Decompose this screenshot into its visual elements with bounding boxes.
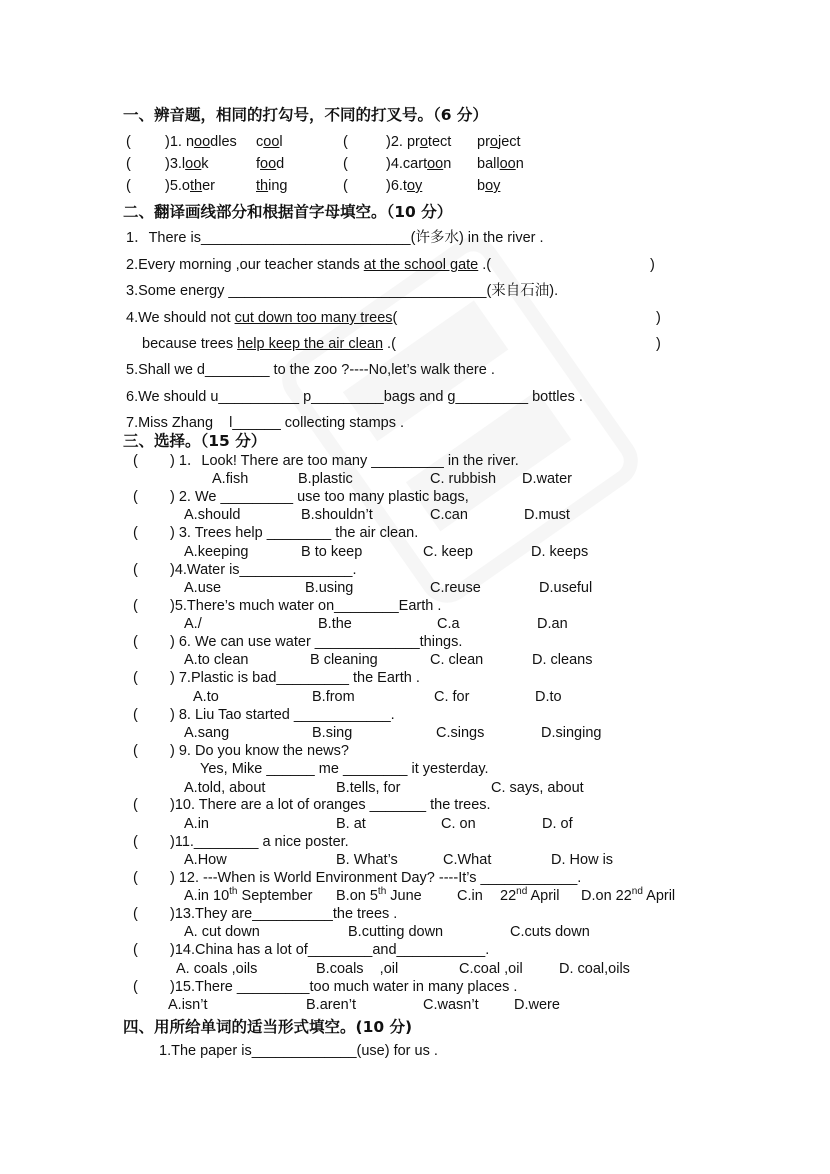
s3-q4-stem: )4.Water is______________. [170,562,357,578]
s3-q8-option: D.singing [541,725,602,741]
s3-q2-option: B.shouldn’t [301,507,373,523]
s3-q15-option: C.wasn’t [423,997,479,1013]
s3-q8-option: A.sang [184,725,230,741]
s3-q1-option: D.water [522,471,572,487]
s1-row-paren-right: ( [343,178,348,194]
s3-q6-stem: ) 6. We can use water _____________things. [170,634,463,650]
s3-q6-option: B cleaning [310,652,378,668]
s2-q7: 7.Miss Zhang l______ collecting stamps . [126,415,405,431]
s1-row-paren-right: ( [343,156,348,172]
s3-q11-option: D. How is [551,852,614,868]
s3-q4-option: A.use [184,580,222,596]
s1-row-word-a: )1. noodles [165,134,237,150]
s3-q5-option: D.an [537,616,568,632]
s1-row-paren-left: ( [126,156,131,172]
s1-row-word-b: food [256,156,285,172]
section3-title: 三、选择。（15 分） [123,432,267,450]
s3-q6-paren: ( [133,634,138,650]
s3-q9-stem: ) 9. Do you know the news? [170,743,349,759]
s3-q13-stem: )13.They are__________the trees . [170,906,398,922]
s3-q12-option: A.in 10th September [184,886,313,904]
s1-row-word-d: balloon [477,156,524,172]
s2-q5: 5.Shall we d________ to the zoo ?----No,let’s walk there . [126,362,495,378]
s3-q14-option: A. coals ,oils [176,961,258,977]
s3-q8-option: C.sings [436,725,485,741]
s3-q2-option: A.should [184,507,241,523]
s3-q3-stem: ) 3. Trees help ________ the air clean. [170,525,419,541]
s3-q1-stem: ) 1．Look! There are too many _________ in the river. [170,453,519,469]
s3-q13-paren: ( [133,906,138,922]
s3-q4-paren: ( [133,562,138,578]
s1-row-word-a: )3.look [165,156,209,172]
s3-q9-paren: ( [133,743,138,759]
s3-q11-option: C.What [443,852,492,868]
s1-row-word-a: )5.other [165,178,215,194]
s3-q5-stem: )5.There’s much water on________Earth . [170,598,442,614]
s3-q8-paren: ( [133,707,138,723]
s3-q1-option: C. rubbish [430,471,497,487]
s3-q12-option: 22nd April [500,886,560,904]
s3-q12-option: B.on 5th June [336,886,422,904]
s1-row-word-c: )2. protect [386,134,452,150]
s3-q15-option: D.were [514,997,560,1013]
s3-q1-option: A.fish [212,471,249,487]
s3-q4-option: C.reuse [430,580,481,596]
s1-row-word-d: boy [477,178,501,194]
s3-q5-option: B.the [318,616,352,632]
s3-q7-option: B.from [312,689,355,705]
s3-q10-option: A.in [184,816,209,832]
s3-q11-paren: ( [133,834,138,850]
s1-row-word-b: cool [256,134,283,150]
s1-row-word-c: )4.cartoon [386,156,452,172]
s3-q5-paren: ( [133,598,138,614]
s3-q13-option: A. cut down [184,924,260,940]
s3-q14-option: B.coals ,oil [316,961,399,977]
s3-q15-option: A.isn’t [168,997,208,1013]
s3-q12-option: D.on 22nd April [581,886,676,904]
s2-q4: 4.We should not cut down too many trees( [126,310,398,326]
s2-q3: 3.Some energy ________________________________(来自石油). [126,283,559,299]
s3-q10-option: B. at [336,816,366,832]
s3-q8-stem: ) 8. Liu Tao started ____________. [170,707,395,723]
s3-q11-option: B. What’s [336,852,398,868]
s3-q7-option: A.to [193,689,219,705]
s3-q14-stem: )14.China has a lot of________and___________. [170,942,490,958]
s3-q6-option: D. cleans [532,652,593,668]
s3-q6-option: C. clean [430,652,484,668]
s3-q13-option: C.cuts down [510,924,590,940]
s3-q7-stem: ) 7.Plastic is bad_________ the Earth . [170,670,420,686]
s1-row-paren-right: ( [343,134,348,150]
s3-q12-paren: ( [133,870,138,886]
s3-q12-stem: ) 12. ---When is World Environment Day? ----It’s ____________. [170,870,582,886]
s3-q10-option: D. of [542,816,573,832]
s3-q9-option: C. says, about [491,780,584,796]
s3-q11-option: A.How [184,852,227,868]
s3-q1-option: B.plastic [298,471,353,487]
section1-title: 一、辨音题，相同的打勾号，不同的打叉号。（6 分） [123,106,488,124]
s3-q14-option: D. coal,oils [559,961,630,977]
s1-row-word-d: project [477,134,521,150]
s3-q10-option: C. on [441,816,476,832]
s3-q3-option: D. keeps [531,544,589,560]
s3-q4-option: D.useful [539,580,593,596]
section4-title: 四、用所给单词的适当形式填空。(10 分) [123,1018,413,1036]
s3-q3-option: A.keeping [184,544,249,560]
s1-row-paren-left: ( [126,178,131,194]
s3-q9-option: A.told, about [184,780,266,796]
s1-row-word-b: thing [256,178,288,194]
s3-q4-option: B.using [305,580,354,596]
s1-row-paren-left: ( [126,134,131,150]
s3-q2-stem: ) 2. We _________ use too many plastic bags, [170,489,469,505]
s3-q15-paren: ( [133,979,138,995]
s3-q5-option: A./ [184,616,202,632]
s2-q4-close: ) [656,310,661,326]
s1-row-word-c: )6.toy [386,178,423,194]
s4-q1: 1.The paper is_____________(use) for us . [159,1043,438,1059]
s3-q15-stem: )15.There _________too much water in many places . [170,979,518,995]
s3-q5-option: C.a [437,616,460,632]
s3-q2-option: D.must [524,507,570,523]
s3-q7-paren: ( [133,670,138,686]
s3-q14-option: C.coal ,oil [459,961,523,977]
s2-q2: 2.Every morning ,our teacher stands at the school gate .( [126,257,492,273]
s3-q9-option: B.tells, for [336,780,401,796]
s2-q2-close: ) [650,257,655,273]
s3-q13-option: B.cutting down [348,924,444,940]
s3-q2-paren: ( [133,489,138,505]
s3-q2-option: C.can [430,507,468,523]
s3-q14-paren: ( [133,942,138,958]
s3-q11-stem: )11.________ a nice poster. [170,834,349,850]
s3-q12-option: C.in [457,888,483,904]
s2-q4b: because trees help keep the air clean .( [142,336,396,352]
section2-title: 二、翻译画线部分和根据首字母填空。（10 分） [123,203,453,221]
s3-q3-paren: ( [133,525,138,541]
s2-q1: 1．There is__________________________(许多水) in the river . [126,230,544,246]
s3-q10-paren: ( [133,797,138,813]
s2-q4b-close: ) [656,336,661,352]
s3-q8-option: B.sing [312,725,353,741]
s2-q6: 6.We should u__________ p_________bags and g_________ bottles . [126,389,583,405]
s3-q3-option: C. keep [423,544,473,560]
s3-q7-option: D.to [535,689,562,705]
s3-q15-option: B.aren’t [306,997,356,1013]
s3-q9-dialogue: Yes, Mike ______ me ________ it yesterday. [200,761,489,777]
s3-q10-stem: )10. There are a lot of oranges _______ the trees. [170,797,491,813]
s3-q6-option: A.to clean [184,652,249,668]
s3-q1-paren: ( [133,453,138,469]
s3-q3-option: B to keep [301,544,363,560]
s3-q7-option: C. for [434,689,470,705]
